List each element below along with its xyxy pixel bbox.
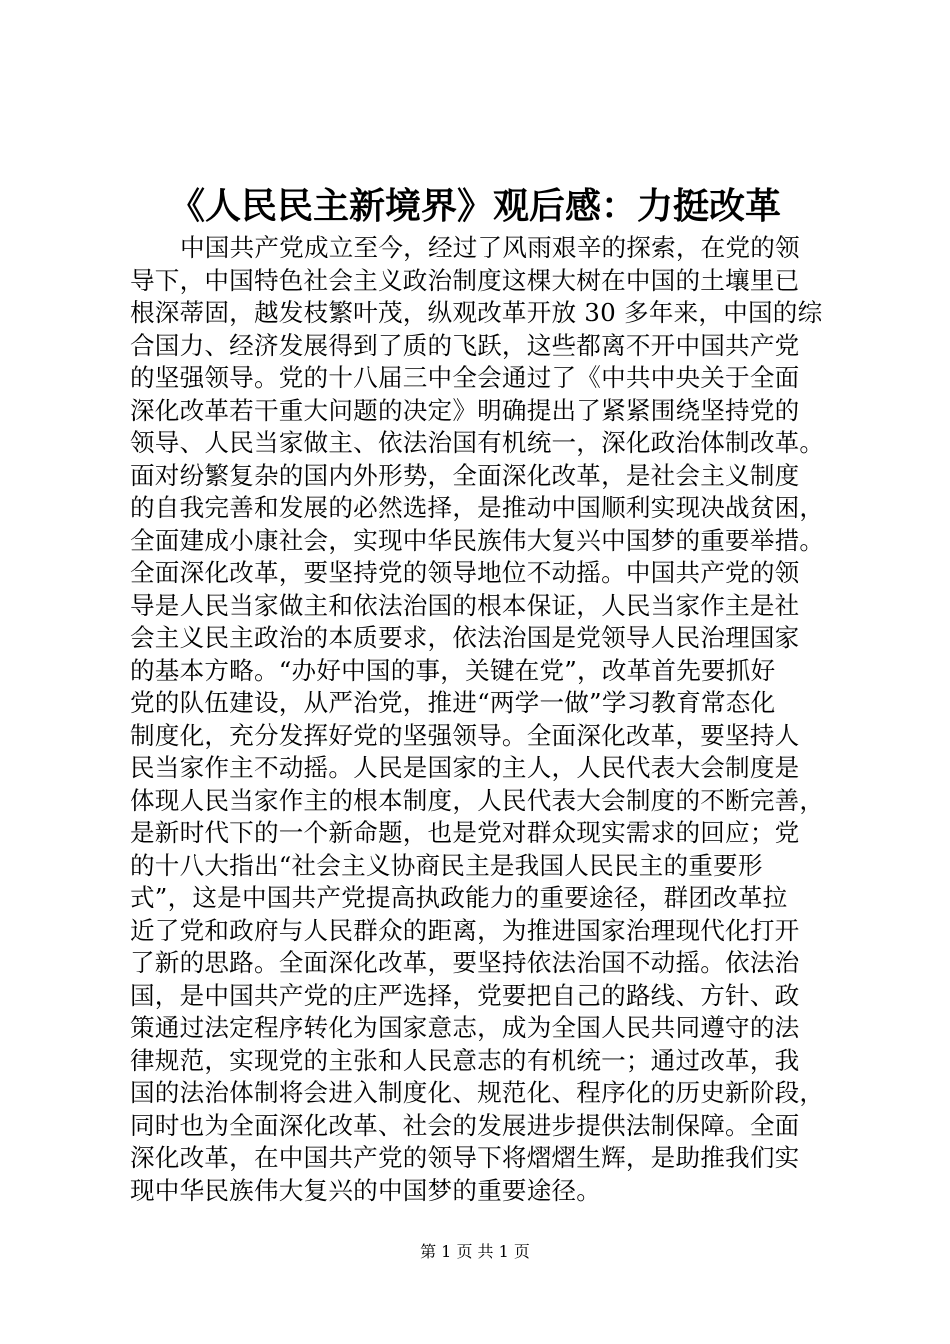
body-line: 合国力、经济发展得到了质的飞跃，这些都离不开中国共产党 [130, 330, 800, 360]
body-line: 同时也为全面深化改革、社会的发展进步提供法制保障。全面 [130, 1110, 800, 1140]
body-line: 的坚强领导。党的十八届三中全会通过了《中共中央关于全面 [130, 363, 800, 392]
body-line: 民当家作主不动摇。人民是国家的主人，人民代表大会制度是 [130, 753, 800, 782]
body-line: 了新的思路。全面深化改革，要坚持依法治国不动摇。依法治 [130, 948, 800, 977]
body-line: 根深蒂固，越发枝繁叶茂，纵观改革开放 30 多年来，中国的综 [130, 298, 823, 327]
body-line: 国，是中国共产党的庄严选择，党要把自己的路线、方针、政 [130, 980, 800, 1010]
body-paragraph [130, 232, 830, 1207]
body-line: 导是人民当家做主和依法治国的根本保证，人民当家作主是社 [130, 590, 800, 620]
body-line: 策通过法定程序转化为国家意志，成为全国人民共同遵守的法 [130, 1013, 800, 1042]
body-line: 体现人民当家作主的根本制度，人民代表大会制度的不断完善， [130, 785, 825, 815]
page-number: 第 1 页 共 1 页 [420, 1242, 530, 1261]
body-line: 全面建成小康社会，实现中华民族伟大复兴中国梦的重要举措。 [130, 525, 825, 555]
body-line: 领导、人民当家做主、依法治国有机统一，深化政治体制改革。 [130, 428, 825, 457]
body-line: 是新时代下的一个新命题，也是党对群众现实需求的回应；党 [130, 818, 800, 847]
body-line: 律规范，实现党的主张和人民意志的有机统一；通过改革，我 [130, 1045, 800, 1075]
body-line: 国的法治体制将会进入制度化、规范化、程序化的历史新阶段， [130, 1078, 825, 1107]
body-line: 深化改革若干重大问题的决定》明确提出了紧紧围绕坚持党的 [130, 395, 800, 425]
body-line: 制度化，充分发挥好党的坚强领导。全面深化改革，要坚持人 [130, 720, 800, 750]
body-line: 的基本方略。“办好中国的事，关键在党”，改革首先要抓好 [130, 655, 776, 685]
body-line: 导下，中国特色社会主义政治制度这棵大树在中国的土壤里已 [130, 265, 800, 295]
document-title: 《人民民主新境界》观后感：力挺改革 [168, 185, 781, 227]
body-line: 的自我完善和发展的必然选择，是推动中国顺利实现决战贫困， [130, 493, 825, 522]
body-line: 近了党和政府与人民群众的距离，为推进国家治理现代化打开 [130, 915, 800, 945]
body-line: 的十八大指出“社会主义协商民主是我国人民民主的重要形 [130, 850, 763, 880]
body-line: 会主义民主政治的本质要求，依法治国是党领导人民治理国家 [130, 623, 800, 652]
body-line: 面对纷繁复杂的国内外形势，全面深化改革，是社会主义制度 [130, 460, 800, 490]
body-line: 深化改革，在中国共产党的领导下将熠熠生辉，是助推我们实 [130, 1143, 800, 1172]
body-line: 全面深化改革，要坚持党的领导地位不动摇。中国共产党的领 [130, 558, 800, 587]
body-line: 中国共产党成立至今，经过了风雨艰辛的探索，在党的领 [180, 233, 800, 262]
body-line: 党的队伍建设，从严治党，推进“两学一做”学习教育常态化 [130, 688, 776, 717]
body-line: 现中华民族伟大复兴的中国梦的重要途径。 [130, 1175, 602, 1205]
body-line: 式”，这是中国共产党提高执政能力的重要途径，群团改革拉 [130, 883, 788, 912]
